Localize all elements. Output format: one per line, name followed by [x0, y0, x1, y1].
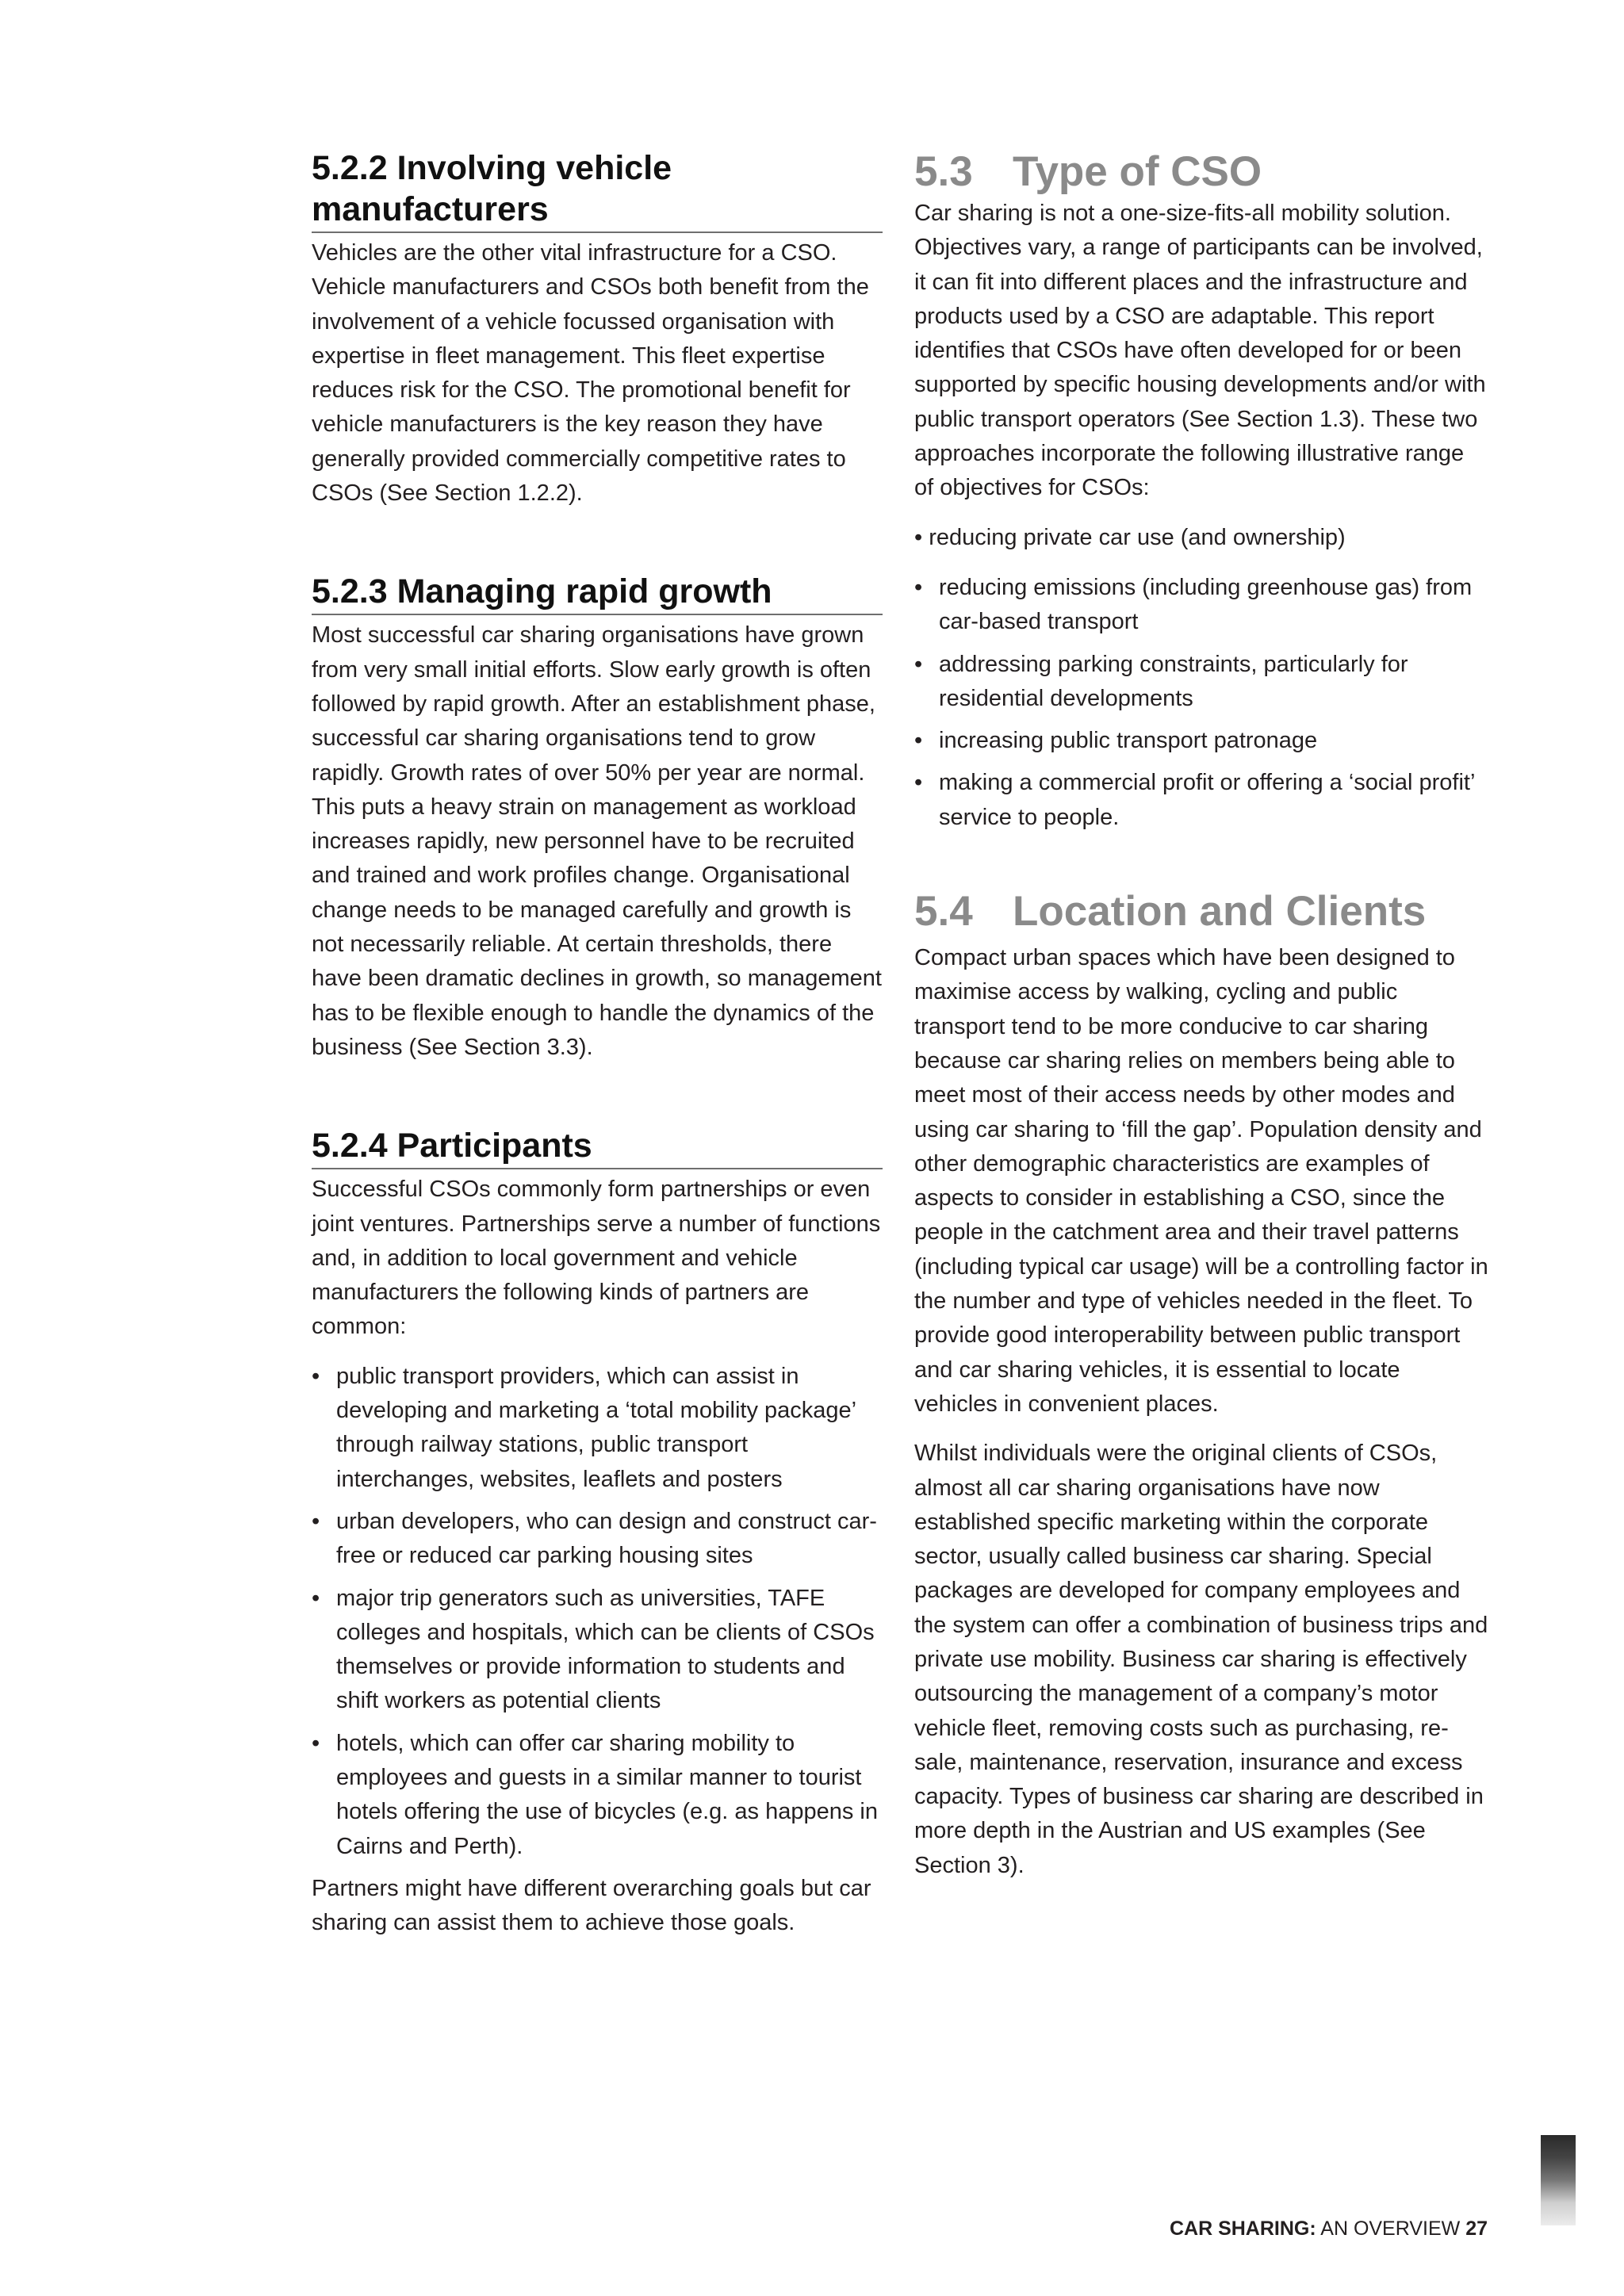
list-item: • reducing emissions (including greenhouse gas) from car-based transport [914, 571, 1488, 640]
partner-list [312, 1360, 883, 1864]
footer-title-bold: CAR SHARING: [1169, 2218, 1316, 2240]
paragraph-5-2-4-intro: Successful CSOs commonly form partnerships or even joint ventures. Partnerships serve a number of functions and, in addition to local government and vehicle manufacturers the following kinds of partners are common: [312, 1177, 881, 1340]
paragraph-5-3-intro: Car sharing is not a one-size-fits-all mobility solution. Objectives vary, a range of participants can be involved, it can fit into different places and the infrastructure and products used by a CSO are adaptable. This report identifies that CSOs have often developed for or been supported by specific housing developments and/or with public transport operators (See Section 1.3). These two approaches incorporate the following illustrative range of objectives for CSOs: [914, 201, 1486, 501]
page-footer [1170, 2217, 1488, 2241]
right-column [914, 147, 1488, 1883]
page-number: 27 [1465, 2218, 1488, 2240]
footer-title-rest: AN OVERVIEW [1320, 2218, 1461, 2240]
left-column [312, 147, 883, 1940]
section-title: Location and Clients [1013, 888, 1427, 936]
list-item: • making a commercial profit or offering a ‘social profit’ service to people. [914, 766, 1488, 835]
section-title: Type of CSO [1013, 148, 1262, 195]
heading-5-2-2: 5.2.2 Involving vehicle manufacturers [312, 147, 883, 233]
paragraph-5-2-3: Most successful car sharing organisations have grown from very small initial efforts. Slow early growth is often followed by rapid growth. After an establishment phase, successful car sharing organisations tend to grow rapidly. Growth rates of over 50% per year are normal. This puts a heavy strain on management as workload increases rapidly, new personnel have to be recruited and trained and work profiles change. Organisational change needs to be managed carefully and growth is not necessarily reliable. At certain thresholds, there have been dramatic declines in growth, so management has to be flexible enough to handle the dynamics of the business (See Section 3.3). [312, 622, 882, 1060]
list-item: • major trip generators such as universities, TAFE colleges and hospitals, which can be clients of CSOs themselves or provide information to students and shift workers as potential clients [312, 1582, 883, 1719]
list-item: • hotels, which can offer car sharing mobility to employees and guests in a similar manner to tourist hotels offering the use of bicycles (e.g. as happens in Cairns and Perth). [312, 1727, 883, 1864]
heading-5-2-4: 5.2.4 Participants [312, 1125, 883, 1169]
objective-list [914, 571, 1488, 835]
section-number: 5.4 [914, 888, 973, 936]
first-objective-line: • reducing private car use (and ownership) [914, 524, 1346, 550]
paragraph-5-4-a: Compact urban spaces which have been designed to maximise access by walking, cycling and public transport tend to be more conducive to car sharing because car sharing relies on members being able to meet most of their access needs by other modes and using car sharing to ‘fill the gap’. Population density and other demographic characteristics are examples of aspects to consider in establishing a CSO, since the people in the catchment area and their travel patterns (including typical car usage) will be a controlling factor in the number and type of vehicles needed in the fleet. To provide good interoperability between public transport and car sharing vehicles, it is essential to locate vehicles in convenient places. [914, 945, 1488, 1417]
list-item: • urban developers, who can design and construct car-free or reduced car parking housing sites [312, 1505, 883, 1574]
section-number: 5.3 [914, 148, 973, 195]
page-edge-marker [1541, 2135, 1576, 2225]
paragraph-5-2-2: Vehicles are the other vital infrastructure for a CSO. Vehicle manufacturers and CSOs both benefit from the involvement of a vehicle focussed organisation with expertise in fleet management. This fleet expertise reduces risk for the CSO. The promotional benefit for vehicle manufacturers is the key reason they have generally provided commercially competitive rates to CSOs (See Section 1.2.2). [312, 240, 869, 507]
list-item: • increasing public transport patronage [914, 724, 1488, 758]
paragraph-5-4-b: Whilst individuals were the original clients of CSOs, almost all car sharing organisations have now established specific marketing within the corporate sector, usually called business car sharing. Special packages are developed for company employees and the system can offer a combination of business trips and private use mobility. Business car sharing is effectively outsourcing the management of a company’s motor vehicle fleet, removing costs such as purchasing, re-sale, maintenance, reservation, insurance and excess capacity. Types of business car sharing are described in more depth in the Austrian and US examples (See Section 3). [914, 1441, 1488, 1878]
paragraph-5-2-4-outro: Partners might have different overarching goals but car sharing can assist them to achieve those goals. [312, 1875, 871, 1936]
list-item: • addressing parking constraints, particularly for residential developments [914, 648, 1488, 717]
list-item: • public transport providers, which can assist in developing and marketing a ‘total mobility package’ through railway stations, public transport interchanges, websites, leaflets and posters [312, 1360, 883, 1497]
heading-5-4 [914, 887, 1488, 936]
heading-5-2-3: 5.2.3 Managing rapid growth [312, 571, 883, 615]
heading-5-3 [914, 147, 1488, 197]
